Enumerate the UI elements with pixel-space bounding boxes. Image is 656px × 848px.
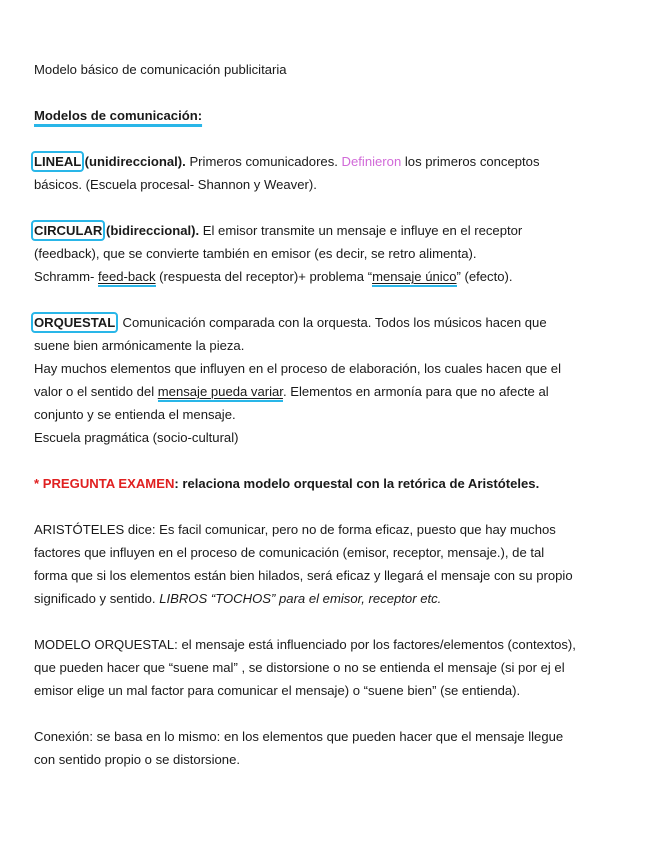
circular-label: CIRCULAR xyxy=(34,223,103,238)
modelo-line-3: emisor elige un mal factor para comunicar el mensaje) o “suene bien” (se entienda). xyxy=(34,683,521,698)
orquestal-paragraph xyxy=(34,311,634,449)
lineal-line-2: básicos. (Escuela procesal- Shannon y Weaver). xyxy=(34,177,317,192)
feedback-underlined: feed-back xyxy=(98,269,156,287)
circular-line-3 xyxy=(34,265,634,288)
section-heading-text: Modelos de comunicación: xyxy=(34,108,203,123)
mensaje-unico-underlined: mensaje único xyxy=(372,269,456,287)
exam-star: * xyxy=(34,476,43,491)
aristoteles-paragraph xyxy=(34,518,634,610)
mensaje-variar-underlined: mensaje pueda variar xyxy=(158,384,283,402)
modelo-paragraph xyxy=(34,633,634,702)
orquestal-text-1: . Comunicación comparada con la orquesta. Todos los músicos hacen que xyxy=(115,315,547,330)
conexion-line-2: con sentido propio o se distorsione. xyxy=(34,752,240,767)
document-title: Modelo básico de comunicación publicitaria xyxy=(34,62,287,77)
conexion-paragraph xyxy=(34,725,634,771)
orquestal-line-5: conjunto y se entienda el mensaje. xyxy=(34,407,236,422)
circular-line-2: (feedback), que se convierte también en emisor (es decir, se retro alimenta). xyxy=(34,246,477,261)
lineal-text-2: los primeros conceptos xyxy=(401,154,540,169)
circular-text-1: El emisor transmite un mensaje e influye en el receptor xyxy=(199,223,523,238)
modelo-line-1: MODELO ORQUESTAL: el mensaje está influenciado por los factores/elementos (contextos), xyxy=(34,637,576,652)
aristoteles-line-4-a: significado y sentido. xyxy=(34,591,160,606)
circular-paragraph xyxy=(34,219,634,288)
lineal-pink-word: Definieron xyxy=(341,154,402,169)
lineal-line-1 xyxy=(34,150,634,173)
conexion-line-1: Conexión: se basa en lo mismo: en los elementos que pueden hacer que el mensaje llegue xyxy=(34,729,564,744)
orquestal-line-4-a: valor o el sentido del xyxy=(34,384,158,399)
orquestal-line-2: suene bien armónicamente la pieza. xyxy=(34,338,245,353)
orquestal-line-6: Escuela pragmática (socio-cultural) xyxy=(34,430,239,445)
section-heading xyxy=(34,104,634,127)
circular-line-3-a: Schramm- xyxy=(34,269,99,284)
orquestal-line-4-b: . Elementos en armonía para que no afecte al xyxy=(282,384,549,399)
lineal-paragraph xyxy=(34,150,634,196)
aristoteles-line-2: factores que influyen en el proceso de comunicación (emisor, receptor, mensaje.), de tal xyxy=(34,545,545,560)
modelo-line-2: que pueden hacer que “suene mal” , se distorsione o no se entienda el mensaje (si por ej el xyxy=(34,660,565,675)
exam-question xyxy=(34,472,634,495)
circular-qualifier: (bidireccional). xyxy=(102,223,200,238)
orquestal-line-4 xyxy=(34,380,634,403)
document-page xyxy=(34,58,634,771)
aristoteles-line-3: forma que si los elementos están bien hilados, será eficaz y llegará el mensaje con su propio xyxy=(34,568,573,583)
aristoteles-line-1: ARISTÓTELES dice: Es facil comunicar, pero no de forma eficaz, puesto que hay muchos xyxy=(34,522,556,537)
circular-line-3-c: ” (efecto). xyxy=(456,269,513,284)
exam-label: PREGUNTA EXAMEN xyxy=(42,476,175,491)
lineal-label: LINEAL xyxy=(34,154,82,169)
orquestal-label: ORQUESTAL xyxy=(34,315,116,330)
aristoteles-italic: LIBROS “TOCHOS” para el emisor, receptor etc. xyxy=(159,591,442,606)
lineal-text-1: Primeros comunicadores. xyxy=(185,154,342,169)
orquestal-line-1 xyxy=(34,311,634,334)
circular-line-1 xyxy=(34,219,634,242)
aristoteles-line-4 xyxy=(34,587,634,610)
lineal-qualifier: (unidireccional). xyxy=(81,154,186,169)
circular-line-3-b: (respuesta del receptor)+ problema “ xyxy=(155,269,373,284)
orquestal-line-3: Hay muchos elementos que influyen en el proceso de elaboración, los cuales hacen que el xyxy=(34,361,561,376)
exam-text: : relaciona modelo orquestal con la retórica de Aristóteles. xyxy=(174,476,540,491)
